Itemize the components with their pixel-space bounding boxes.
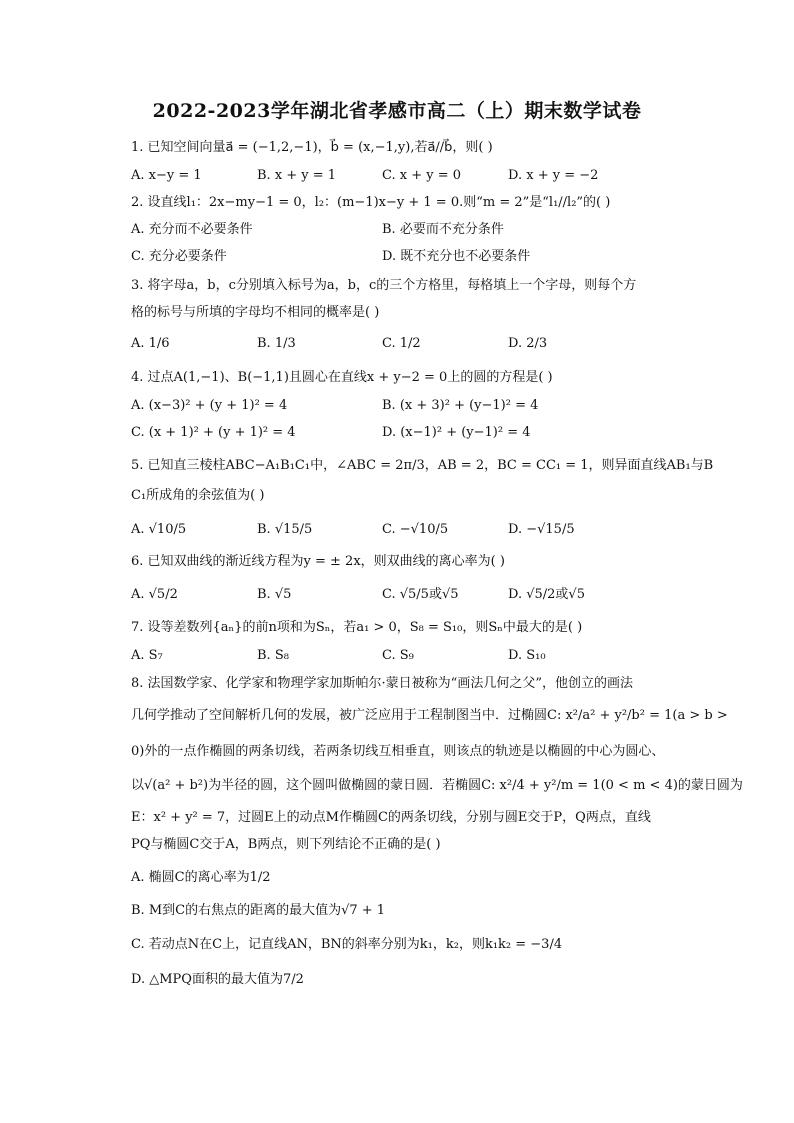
q6-option-b: B. √5 [257,587,292,602]
q5-option-b: B. √15/5 [257,522,313,537]
question-3-stem-line1: 3. 将字母a，b，c分别填入标号为a，b，c的三个方格里，每格填上一个字母，则每个方 [131,278,637,293]
question-8-stem-line4: 以√(a² + b²)为半径的圆，这个圆叫做椭圆的蒙日圆．若椭圆C: x²/4 + y²/m = 1(0 < m < 4)的蒙日圆为 [131,778,743,793]
question-6-stem: 6. 已知双曲线的渐近线方程为y = ± 2x，则双曲线的离心率为( ) [131,554,505,569]
q1-option-b: B. x + y = 1 [257,168,337,183]
q1-option-a: A. x−y = 1 [131,168,202,183]
question-8-stem-line1: 8. 法国数学家、化学家和物理学家加斯帕尔·蒙日被称为“画法几何之父”，他创立的画法 [131,676,633,691]
q2-option-c: C. 充分必要条件 [131,249,227,264]
question-7-stem: 7. 设等差数列{aₙ}的前n项和为Sₙ，若a₁ > 0，S₈ = S₁₀，则Sₙ中最大的是( ) [131,620,583,635]
q4-option-a: A. (x−3)² + (y + 1)² = 4 [131,398,288,413]
question-4-stem: 4. 过点A(1,−1)、B(−1,1)且圆心在直线x + y−2 = 0上的圆的方程是( ) [131,370,553,385]
q3-option-a: A. 1/6 [131,336,170,351]
q1-option-d: D. x + y = −2 [508,168,599,183]
q2-option-d: D. 既不充分也不必要条件 [382,249,531,264]
q7-option-a: A. S₇ [131,648,163,663]
q6-option-d: D. √5/2或√5 [508,587,585,602]
question-5-stem-line2: C₁所成角的余弦值为( ) [131,488,265,503]
q2-option-b: B. 必要而不充分条件 [382,222,504,237]
q5-option-a: A. √10/5 [131,522,187,537]
q7-option-b: B. S₈ [257,648,289,663]
q6-option-c: C. √5/5或√5 [382,587,459,602]
q5-option-c: C. −√10/5 [382,522,449,537]
question-8-stem-line6: PQ与椭圆C交于A，B两点，则下列结论不正确的是( ) [131,837,441,852]
q1-option-c: C. x + y = 0 [382,168,462,183]
q6-option-a: A. √5/2 [131,587,178,602]
question-2-stem: 2. 设直线l₁：2x−my−1 = 0，l₂：(m−1)x−y + 1 = 0.则“m = 2”是“l₁//l₂”的( ) [131,195,611,210]
q4-option-c: C. (x + 1)² + (y + 1)² = 4 [131,425,296,440]
question-8-stem-line2: 几何学推动了空间解析几何的发展，被广泛应用于工程制图当中．过椭圆C: x²/a² + y²/b² = 1(a > b > [131,708,728,723]
q3-option-b: B. 1/3 [257,336,296,351]
question-1-stem: 1. 已知空间向量a⃗ = (−1,2,−1)，b⃗ = (x,−1,y),若a⃗//b⃗，则( ) [131,140,493,155]
q4-option-b: B. (x + 3)² + (y−1)² = 4 [382,398,539,413]
q8-option-b: B. M到C的右焦点的距离的最大值为√7 + 1 [131,903,386,918]
q7-option-d: D. S₁₀ [508,648,546,663]
page-title: 2022-2023学年湖北省孝感市高二（上）期末数学试卷 [152,100,642,122]
q8-option-c: C. 若动点N在C上，记直线AN，BN的斜率分别为k₁，k₂，则k₁k₂ = −3/4 [131,937,563,952]
question-3-stem-line2: 格的标号与所填的字母均不相同的概率是( ) [131,305,380,320]
q7-option-c: C. S₉ [382,648,414,663]
q2-option-a: A. 充分而不必要条件 [131,222,253,237]
q4-option-d: D. (x−1)² + (y−1)² = 4 [382,425,531,440]
q3-option-d: D. 2/3 [508,336,548,351]
question-8-stem-line5: E：x² + y² = 7，过圆E上的动点M作椭圆C的两条切线，分别与圆E交于P，Q两点，直线 [131,810,651,825]
q8-option-d: D. △MPQ面积的最大值为7/2 [131,972,304,987]
q3-option-c: C. 1/2 [382,336,421,351]
question-5-stem-line1: 5. 已知直三棱柱ABC−A₁B₁C₁中，∠ABC = 2π/3，AB = 2，BC = CC₁ = 1，则异面直线AB₁与B [131,458,714,473]
question-8-stem-line3: 0)外的一点作椭圆的两条切线，若两条切线互相垂直，则该点的轨迹是以椭圆的中心为圆心、 [131,744,665,759]
q5-option-d: D. −√15/5 [508,522,575,537]
q8-option-a: A. 椭圆C的离心率为1/2 [131,870,271,885]
